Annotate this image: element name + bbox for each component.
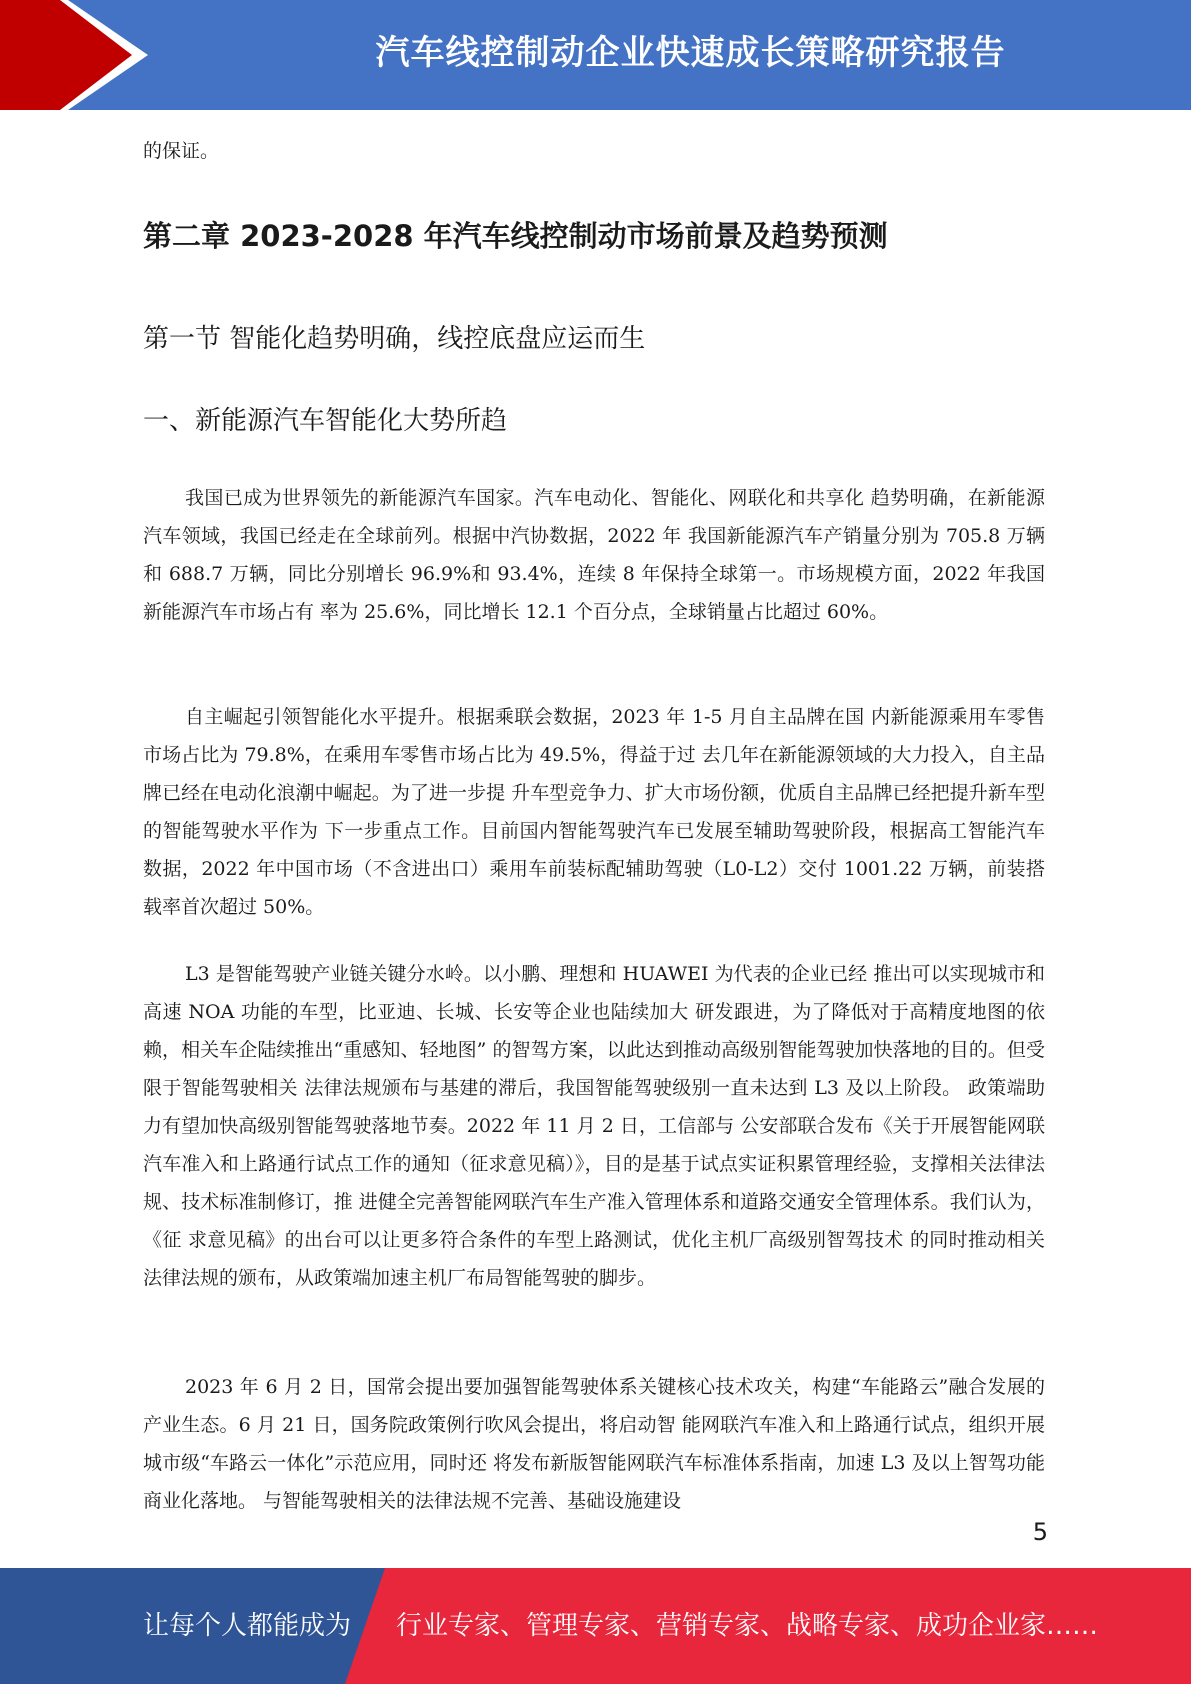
report-title: 汽车线控制动企业快速成长策略研究报告 <box>375 33 1006 73</box>
paragraph-2: 自主崛起引领智能化水平提升。根据乘联会数据，2023 年 1-5 月自主品牌在国 内新能源乘用车零售市场占比为 79.8%，在乘用车零售市场占比为 49.5%，得益于过 去几年在新能源领域的大力投入，自主品牌已经在电动化浪潮中崛起。为了进一步提 升车型竞争力、扩大市场份额，优质自主品牌已经把提升新车型的智能驾驶水平作为 下一步重点工作。目前国内智能驾驶汽车已发展至辅助驾驶阶段，根据高工智能汽车 数据，2022 年中国市场（不含进出口）乘用车前装标配辅助驾驶（L0-L2）交付 1001.22 万辆，前装搭载率首次超过 50%。 <box>143 706 1045 918</box>
footer-slogan-right: 行业专家、管理专家、营销专家、战略专家、成功企业家…… <box>396 1611 1099 1641</box>
page-header <box>0 0 1191 110</box>
text-fragment: 的保证。 <box>143 140 220 162</box>
page-footer <box>0 1568 1191 1684</box>
paragraph-4: 2023 年 6 月 2 日，国常会提出要加强智能驾驶体系关键核心技术攻关，构建“车能路云”融合发展的产业生态。6 月 21 日，国务院政策例行吹风会提出，将启动智 能网联汽车准入和上路通行试点，组织开展城市级“车路云一体化”示范应用，同时还 将发布新版智能网联汽车标准体系指南，加速 L3 及以上智驾功能商业化落地。 与智能驾驶相关的法律法规不完善、基础设施建设 <box>143 1376 1045 1512</box>
chapter-heading: 第二章 2023-2028 年汽车线控制动市场前景及趋势预测 <box>143 219 888 253</box>
footer-slogan-left: 让每个人都能成为 <box>143 1611 352 1641</box>
subsection-heading: 一、新能源汽车智能化大势所趋 <box>143 406 508 436</box>
paragraph-3: L3 是智能驾驶产业链关键分水岭。以小鹏、理想和 HUAWEI 为代表的企业已经 推出可以实现城市和高速 NOA 功能的车型，比亚迪、长城、长安等企业也陆续加大 研发跟进，为了降低对于高精度地图的依赖，相关车企陆续推出“重感知、轻地图” 的智驾方案，以此达到推动高级别智能驾驶加快落地的目的。但受限于智能驾驶相关 法律法规颁布与基建的滞后，我国智能驾驶级别一直未达到 L3 及以上阶段。 政策端助力有望加快高级别智能驾驶落地节奏。2022 年 11 月 2 日，工信部与 公安部联合发布《关于开展智能网联汽车准入和上路通行试点工作的通知（征求意见稿）》，目的是基于试点实证积累管理经验，支撑相关法律法规、技术标准制修订，推 进健全完善智能网联汽车生产准入管理体系和道路交通安全管理体系。我们认为，《征 求意见稿》的出台可以让更多符合条件的车型上路测试，优化主机厂高级别智驾技术 的同时推动相关法律法规的颁布，从政策端加速主机厂布局智能驾驶的脚步。 <box>143 963 1045 1289</box>
page-number: 5 <box>1032 1518 1048 1546</box>
section-heading: 第一节 智能化趋势明确，线控底盘应运而生 <box>143 324 646 354</box>
paragraph-1: 我国已成为世界领先的新能源汽车国家。汽车电动化、智能化、网联化和共享化 趋势明确，在新能源汽车领域，我国已经走在全球前列。根据中汽协数据，2022 年 我国新能源汽车产销量分别为 705.8 万辆和 688.7 万辆，同比分别增长 96.9%和 93.4%，连续 8 年保持全球第一。市场规模方面，2022 年我国新能源汽车市场占有 率为 25.6%，同比增长 12.1 个百分点，全球销量占比超过 60%。 <box>143 487 1045 623</box>
header-chevron-icon <box>0 0 190 110</box>
